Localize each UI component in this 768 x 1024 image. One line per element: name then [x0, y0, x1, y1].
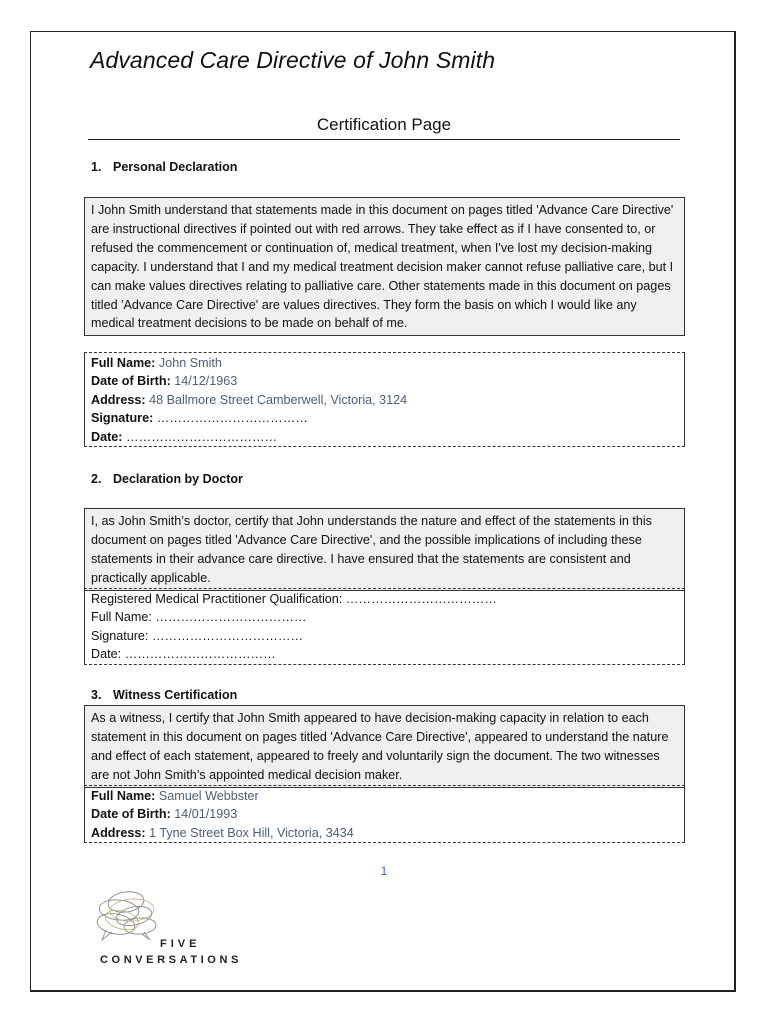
witness-dob-row: [91, 805, 678, 823]
qualification-row: [91, 590, 678, 608]
doctor-signature-row: [91, 627, 678, 645]
section-title: Witness Certification: [113, 688, 238, 702]
address-row: [91, 391, 678, 409]
witness-certification-statement: As a witness, I certify that John Smith appeared to have decision-making capacity in relation to each statement in this document on pages titled 'Advance Care Directive', appeared to understand the nature and effect of each statement, appeared to freely and voluntarily sign the document. The two witnesses are not John Smith’s appointed medical decision maker.: [84, 705, 685, 788]
personal-details-box: [84, 352, 685, 447]
doctor-declaration-statement: I, as John Smith’s doctor, certify that John understands the nature and effect of the statements in this document on pages titled 'Advance Care Directive', and the possible implications of including these statements in their advance care directive. I have ensured that the statements are consistent and practically applicable.: [84, 508, 685, 591]
doctor-name-label: Full Name:: [91, 610, 152, 625]
witness-name-row: [91, 787, 678, 805]
full-name-label: Full Name:: [91, 356, 156, 370]
qualification-field[interactable]: ………………………………: [345, 592, 497, 606]
witness-name-value[interactable]: Samuel Webbster: [158, 789, 259, 803]
section-number: 3.: [91, 688, 102, 702]
section-title: Personal Declaration: [113, 160, 238, 174]
date-row: [91, 428, 678, 446]
witness-details-box: [84, 785, 685, 843]
page-number: 1: [380, 864, 388, 878]
witness-address-label: Address:: [91, 825, 146, 840]
signature-row: [91, 409, 678, 427]
address-value[interactable]: 48 Ballmore Street Camberwell, Victoria, 3124: [149, 392, 408, 407]
section-title: Declaration by Doctor: [113, 472, 243, 486]
personal-declaration-statement: I John Smith understand that statements made in this document on pages titled 'Advance Care Directive' are instructional directives if pointed out with red arrows. They take effect as if I have consented to, or refused the commencement or continuation of, medical treatment, when I've lost my decision-making capacity. I understand that I and my medical treatment decision maker cannot refuse palliative care, but I can make values directives relating to palliative care. Other statements made in this document on pages titled 'Advance Care Directive' are values directives. They form the basis on which I would like any medical treatment decisions to be made on behalf of me.: [84, 197, 685, 336]
title-divider: [88, 139, 680, 140]
date-field[interactable]: ………………………………: [126, 429, 278, 444]
doctor-signature-label: Signature:: [91, 628, 149, 643]
dob-value[interactable]: 14/12/1963: [174, 374, 238, 389]
section-2-heading: [91, 472, 243, 486]
full-name-row: [91, 354, 678, 372]
certification-page-title: Certification Page: [316, 115, 452, 134]
doctor-date-row: [91, 645, 678, 663]
section-number: 2.: [91, 472, 102, 486]
doctor-signature-field[interactable]: ………………………………: [151, 628, 304, 643]
witness-address-value[interactable]: 1 Tyne Street Box Hill, Victoria, 3434: [149, 825, 354, 840]
witness-dob-label: Date of Birth:: [91, 807, 171, 822]
doctor-date-label: Date:: [91, 647, 122, 662]
dob-label: Date of Birth:: [91, 374, 171, 389]
doctor-date-field[interactable]: ………………………………: [124, 647, 276, 662]
doctor-name-row: [91, 608, 678, 626]
doctor-details-box: [84, 588, 685, 665]
section-3-heading: [91, 688, 237, 702]
signature-label: Signature:: [91, 411, 154, 426]
qualification-label: Registered Medical Practitioner Qualification:: [91, 592, 343, 606]
section-number: 1.: [91, 160, 102, 174]
section-1-heading: [91, 160, 237, 174]
date-label: Date:: [91, 429, 123, 444]
witness-address-row: [91, 824, 678, 842]
logo-text-conversations: CONVERSATIONS: [100, 954, 242, 966]
witness-dob-value[interactable]: 14/01/1993: [174, 807, 238, 822]
full-name-value[interactable]: John Smith: [158, 356, 222, 370]
logo-text-five: FIVE: [160, 938, 201, 950]
address-label: Address:: [91, 392, 146, 407]
dob-row: [91, 372, 678, 390]
doctor-name-field[interactable]: ………………………………: [155, 610, 307, 625]
signature-field[interactable]: ………………………………: [156, 411, 308, 426]
document-title: Advanced Care Directive of John Smith: [90, 47, 496, 73]
witness-name-label: Full Name:: [91, 789, 156, 803]
